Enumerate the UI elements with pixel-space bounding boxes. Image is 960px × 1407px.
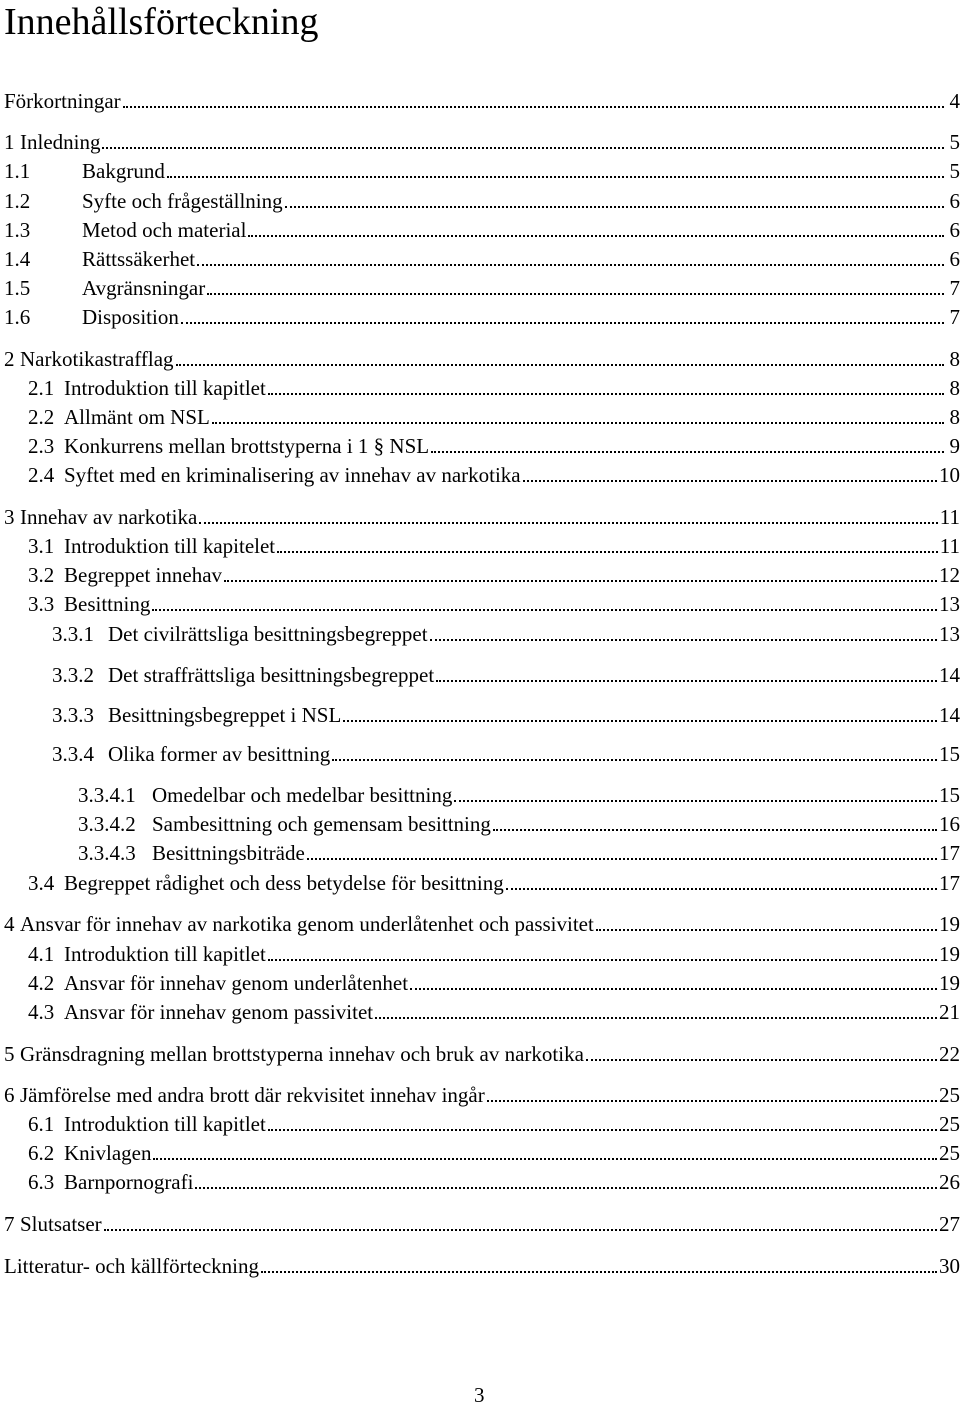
toc-text: Sambesittning och gemensam besittning xyxy=(152,812,491,836)
toc-entry-3-2[interactable] xyxy=(28,561,960,587)
dot-leader xyxy=(181,322,944,324)
toc-entry-4-1[interactable] xyxy=(28,940,960,966)
dot-leader xyxy=(102,147,944,149)
toc-entry-litteratur[interactable] xyxy=(4,1252,960,1278)
toc-page-number: 26 xyxy=(939,1170,960,1194)
toc-number: 3.3.4.2 xyxy=(78,812,136,836)
toc-text: Introduktion till kapitlet xyxy=(64,942,266,966)
toc-page-number: 6 xyxy=(949,218,960,242)
toc-entry-3-1[interactable] xyxy=(28,532,960,558)
toc-text: Allmänt om NSL xyxy=(64,405,210,429)
dot-leader xyxy=(586,1059,937,1061)
toc-page-number: 4 xyxy=(949,89,960,113)
toc-text: Inledning xyxy=(20,130,101,154)
toc-entry-4-2[interactable] xyxy=(28,969,960,995)
toc-text: Slutsatser xyxy=(20,1212,102,1236)
toc-entry-3-3-4[interactable] xyxy=(52,740,960,766)
toc-number: 4.1 xyxy=(28,942,55,966)
dot-leader xyxy=(212,422,944,424)
dot-leader xyxy=(436,680,937,682)
toc-entry-3-3-4-2[interactable] xyxy=(78,810,960,836)
toc-text: Rättssäkerhet xyxy=(82,247,196,271)
toc-number: 1.6 xyxy=(4,305,31,329)
toc-text: Omedelbar och medelbar besittning xyxy=(152,783,453,807)
toc-text: Barnpornografi xyxy=(64,1170,194,1194)
toc-text: Det civilrättsliga besittningsbegreppet xyxy=(108,622,428,646)
dot-leader xyxy=(506,888,937,890)
toc-text: Syfte och frågeställning xyxy=(82,189,283,213)
toc-entry-3-3-3[interactable] xyxy=(52,701,960,727)
toc-text: Olika former av besittning xyxy=(108,742,331,766)
dot-leader xyxy=(493,829,937,831)
toc-number: 5 xyxy=(4,1042,15,1066)
toc-entry-1-3[interactable] xyxy=(4,216,960,242)
toc-text: Litteratur- och källförteckning xyxy=(4,1254,259,1278)
toc-page-number: 14 xyxy=(939,663,960,687)
toc-text: Jämförelse med andra brott där rekvisitet innehav ingår xyxy=(20,1083,485,1107)
toc-page-number: 25 xyxy=(939,1141,960,1165)
toc-number: 6.1 xyxy=(28,1112,55,1136)
toc-entry-2-2[interactable] xyxy=(28,403,960,429)
dot-leader xyxy=(596,929,937,931)
toc-page-number: 13 xyxy=(939,622,960,646)
toc-number: 1.1 xyxy=(4,159,31,183)
toc-text: Gränsdragning mellan brottstyperna innehav och bruk av narkotika xyxy=(20,1042,584,1066)
dot-leader xyxy=(431,451,944,453)
dot-leader xyxy=(248,235,944,237)
toc-entry-2-1[interactable] xyxy=(28,374,960,400)
toc-entry-3-3-4-3[interactable] xyxy=(78,839,960,865)
dot-leader xyxy=(523,480,937,482)
dot-leader xyxy=(332,759,937,761)
dot-leader xyxy=(153,1158,937,1160)
dot-leader xyxy=(207,293,944,295)
dot-leader xyxy=(176,364,944,366)
toc-number: 1.3 xyxy=(4,218,31,242)
toc-number: 3.3.4.3 xyxy=(78,841,136,865)
toc-page-number: 8 xyxy=(949,405,960,429)
dot-leader xyxy=(343,720,937,722)
toc-entry-4-3[interactable] xyxy=(28,998,960,1024)
toc-entry-1-4[interactable] xyxy=(4,245,960,271)
toc-page-number: 11 xyxy=(939,505,960,529)
toc-page-number: 9 xyxy=(949,434,960,458)
toc-number: 4.3 xyxy=(28,1000,55,1024)
toc-text: Ansvar för innehav genom passivitet xyxy=(64,1000,374,1024)
toc-page-number: 25 xyxy=(939,1112,960,1136)
toc-entry-1-6[interactable] xyxy=(4,303,960,329)
toc-text: Bakgrund xyxy=(82,159,165,183)
toc-text: Förkortningar xyxy=(4,89,121,113)
dot-leader xyxy=(268,959,937,961)
toc-page-number: 5 xyxy=(949,130,960,154)
toc-number: 3.4 xyxy=(28,871,55,895)
dot-leader xyxy=(261,1271,937,1273)
toc-text: Metod och material xyxy=(82,218,247,242)
dot-leader xyxy=(410,988,937,990)
toc-number: 1.4 xyxy=(4,247,31,271)
toc-number: 6 xyxy=(4,1083,15,1107)
toc-text: Begreppet innehav xyxy=(64,563,223,587)
toc-page-number: 27 xyxy=(939,1212,960,1236)
toc-page-number: 6 xyxy=(949,247,960,271)
toc-text: Konkurrens mellan brottstyperna i 1 § NSL xyxy=(64,434,430,458)
toc-entry-7[interactable] xyxy=(4,1210,960,1236)
dot-leader xyxy=(487,1100,937,1102)
dot-leader xyxy=(285,206,944,208)
dot-leader xyxy=(224,580,937,582)
toc-page-number: 7 xyxy=(949,276,960,300)
dot-leader xyxy=(430,639,937,641)
toc-number: 2.4 xyxy=(28,463,55,487)
toc-entry-1-1[interactable] xyxy=(4,157,960,183)
toc-text: Introduktion till kapitlet xyxy=(64,376,266,400)
toc-page-number: 19 xyxy=(939,912,960,936)
toc-text: Avgränsningar xyxy=(82,276,206,300)
toc-number: 4.2 xyxy=(28,971,55,995)
toc-number: 1.5 xyxy=(4,276,31,300)
toc-entry-6-2[interactable] xyxy=(28,1139,960,1165)
dot-leader xyxy=(199,522,938,524)
page-title: Innehållsförteckning xyxy=(4,1,319,43)
dot-leader xyxy=(152,609,937,611)
toc-number: 6.2 xyxy=(28,1141,55,1165)
page-footer-number: 3 xyxy=(474,1383,485,1407)
toc-number: 3 xyxy=(4,505,15,529)
toc-entry-forkortningar[interactable] xyxy=(4,87,960,113)
toc-page-number: 10 xyxy=(939,463,960,487)
toc-page-number: 6 xyxy=(949,189,960,213)
toc-entry-3-4[interactable] xyxy=(28,869,960,895)
toc-entry-3-3-4-1[interactable] xyxy=(78,781,960,807)
toc-number: 4 xyxy=(4,912,15,936)
toc-page-number: 19 xyxy=(939,942,960,966)
toc-entry-1[interactable] xyxy=(4,128,960,154)
toc-page-number: 19 xyxy=(939,971,960,995)
toc-number: 2 xyxy=(4,347,15,371)
toc-text: Innehav av narkotika xyxy=(20,505,198,529)
toc-page-number: 11 xyxy=(939,534,960,558)
toc-number: 3.3.3 xyxy=(52,703,94,727)
toc-entry-1-2[interactable] xyxy=(4,187,960,213)
toc-page-number: 14 xyxy=(939,703,960,727)
toc-entry-3-3-1[interactable] xyxy=(52,620,960,646)
toc-entry-2[interactable] xyxy=(4,345,960,371)
toc-entry-5[interactable] xyxy=(4,1040,960,1066)
dot-leader xyxy=(123,106,944,108)
toc-page-number: 17 xyxy=(939,841,960,865)
toc-text: Begreppet rådighet och dess betydelse för besittning xyxy=(64,871,504,895)
toc-entry-3-3-2[interactable] xyxy=(52,661,960,687)
toc-page-number: 12 xyxy=(939,563,960,587)
toc-page-number: 15 xyxy=(939,783,960,807)
dot-leader xyxy=(454,800,937,802)
toc-text: Disposition xyxy=(82,305,179,329)
toc-page-number: 7 xyxy=(949,305,960,329)
toc-page-number: 16 xyxy=(939,812,960,836)
toc-text: Ansvar för innehav av narkotika genom underlåtenhet och passivitet xyxy=(20,912,594,936)
toc-page-number: 8 xyxy=(949,347,960,371)
dot-leader xyxy=(167,176,944,178)
toc-number: 1.2 xyxy=(4,189,31,213)
toc-page-number: 17 xyxy=(939,871,960,895)
dot-leader xyxy=(195,1187,937,1189)
toc-number: 1 xyxy=(4,130,15,154)
toc-entry-3-3[interactable] xyxy=(28,590,960,616)
toc-entry-2-4[interactable] xyxy=(28,461,960,487)
toc-number: 3.2 xyxy=(28,563,55,587)
dot-leader xyxy=(268,393,944,395)
toc-page-number: 25 xyxy=(939,1083,960,1107)
toc-text: Besittningsbiträde xyxy=(152,841,305,865)
toc-number: 2.3 xyxy=(28,434,55,458)
toc-entry-6[interactable] xyxy=(4,1081,960,1107)
dot-leader xyxy=(104,1229,937,1231)
toc-entry-2-3[interactable] xyxy=(28,432,960,458)
toc-text: Besittningsbegreppet i NSL xyxy=(108,703,342,727)
toc-entry-6-1[interactable] xyxy=(28,1110,960,1136)
toc-number: 2.1 xyxy=(28,376,55,400)
toc-text: Det straffrättsliga besittningsbegreppet xyxy=(108,663,435,687)
toc-text: Ansvar för innehav genom underlåtenhet xyxy=(64,971,409,995)
toc-number: 3.3.2 xyxy=(52,663,94,687)
toc-page-number: 8 xyxy=(949,376,960,400)
toc-entry-4[interactable] xyxy=(4,910,960,936)
toc-page-number: 22 xyxy=(939,1042,960,1066)
toc-page-number: 13 xyxy=(939,592,960,616)
toc-text: Syftet med en kriminalisering av innehav av narkotika xyxy=(64,463,521,487)
toc-entry-6-3[interactable] xyxy=(28,1168,960,1194)
dot-leader xyxy=(197,264,944,266)
toc-text: Introduktion till kapitelet xyxy=(64,534,276,558)
toc-page-number: 30 xyxy=(939,1254,960,1278)
dot-leader xyxy=(268,1129,937,1131)
toc-number: 3.3.1 xyxy=(52,622,94,646)
toc-text: Narkotikastrafflag xyxy=(20,347,174,371)
toc-number: 3.3.4 xyxy=(52,742,94,766)
toc-page-number: 15 xyxy=(939,742,960,766)
toc-entry-1-5[interactable] xyxy=(4,274,960,300)
toc-text: Introduktion till kapitlet xyxy=(64,1112,266,1136)
toc-page-number: 21 xyxy=(939,1000,960,1024)
toc-text: Knivlagen xyxy=(64,1141,152,1165)
toc-number: 3.3 xyxy=(28,592,55,616)
toc-number: 3.3.4.1 xyxy=(78,783,136,807)
toc-number: 7 xyxy=(4,1212,15,1236)
toc-page-number: 5 xyxy=(949,159,960,183)
toc-entry-3[interactable] xyxy=(4,503,960,529)
dot-leader xyxy=(277,551,938,553)
toc-number: 6.3 xyxy=(28,1170,55,1194)
toc-number: 2.2 xyxy=(28,405,55,429)
dot-leader xyxy=(375,1017,937,1019)
toc-number: 3.1 xyxy=(28,534,55,558)
dot-leader xyxy=(307,858,937,860)
toc-text: Besittning xyxy=(64,592,151,616)
